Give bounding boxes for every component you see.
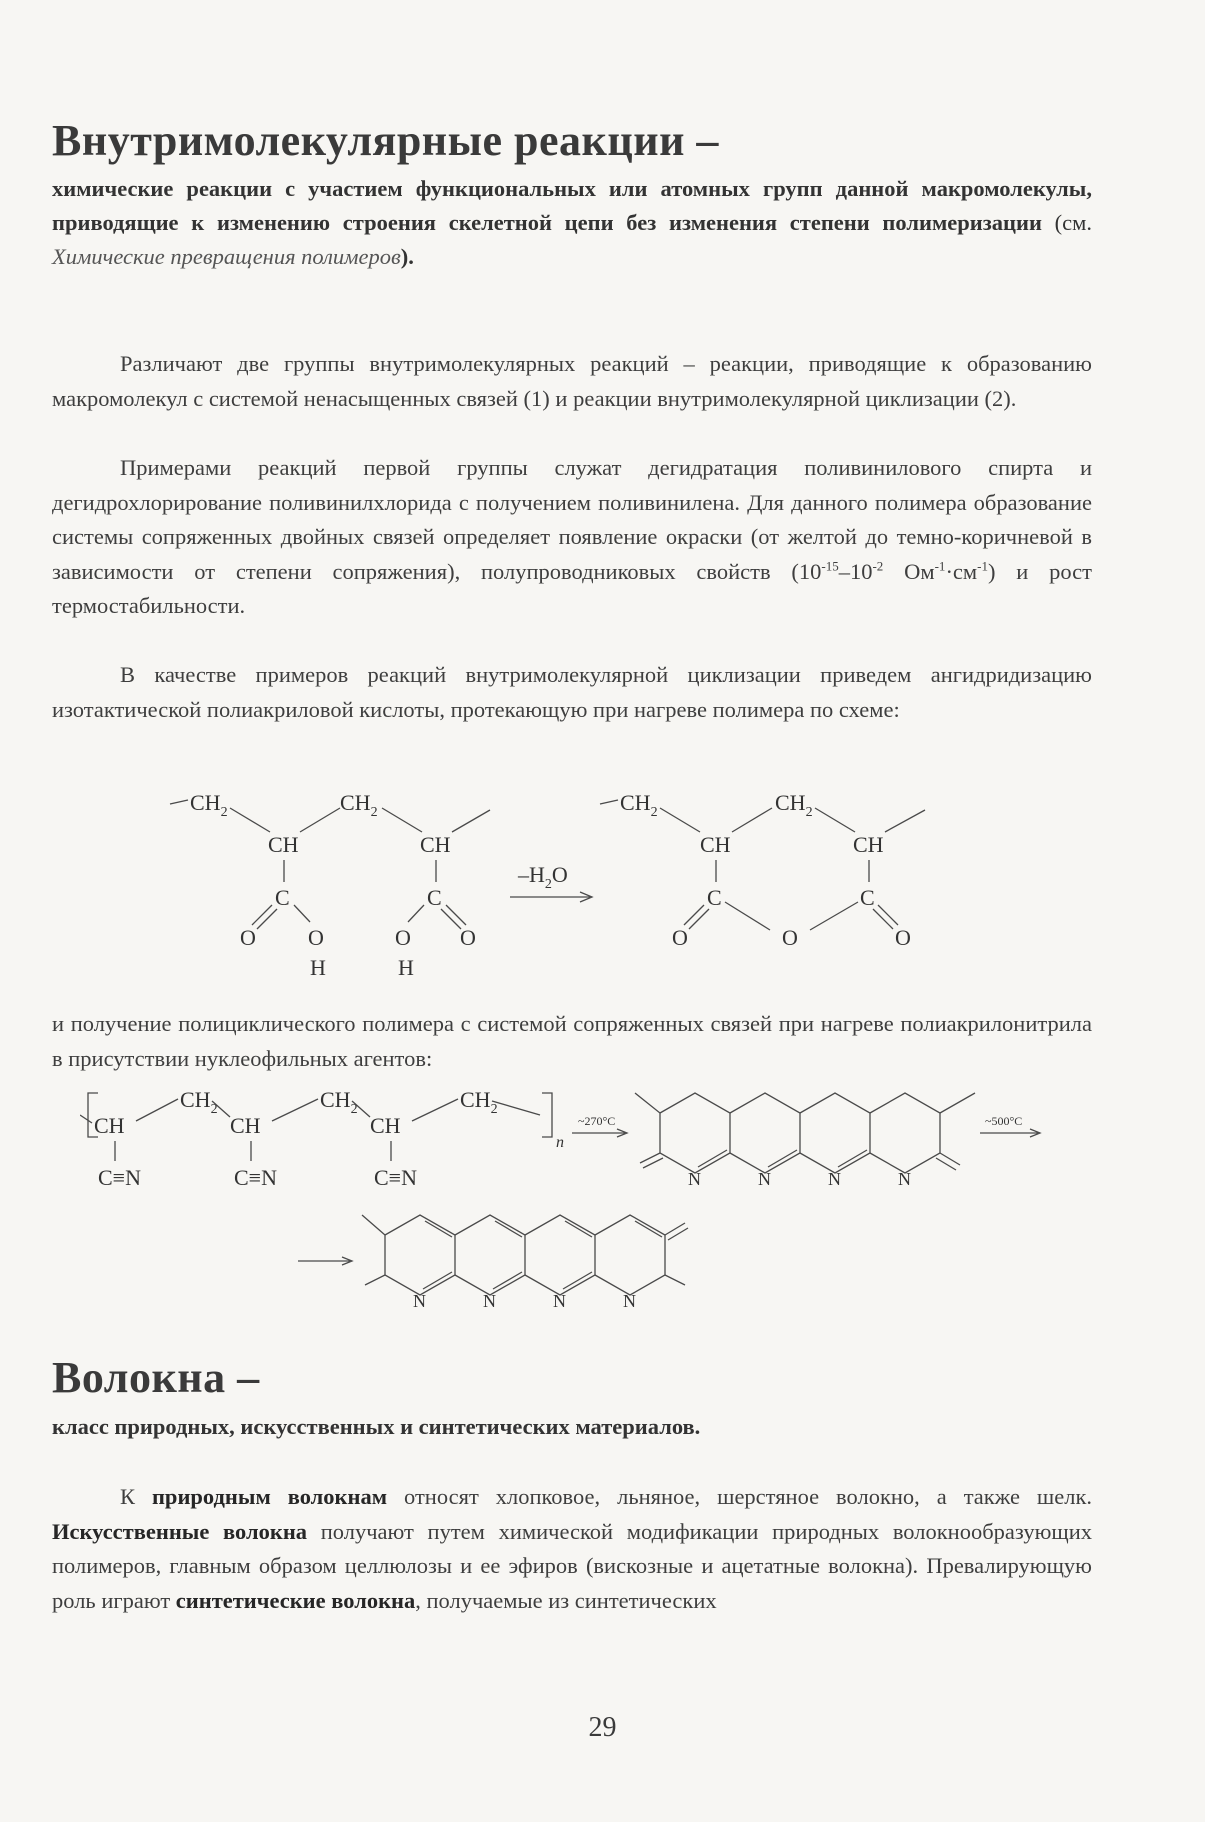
n-atom: N [413, 1291, 426, 1311]
ref-italic: Химические превращения полимеров [52, 244, 401, 269]
c-label: C [275, 885, 290, 910]
h-label: H [310, 955, 326, 980]
fibers-artificial: Искусственные волокна [52, 1518, 308, 1544]
o-label: O [240, 925, 256, 950]
o-label: O [782, 925, 798, 950]
scheme-polyacrylonitrile [80, 1085, 1080, 1345]
para2-e: ) и рост термостабильности. [52, 558, 1092, 618]
paragraph-first-group [52, 451, 1092, 624]
n-atom: N [828, 1169, 841, 1189]
paragraph-polyacrylonitrile: и получение полициклического полимера с системой сопряженных связей при нагреве полиакрилонитрила в присутствии нуклеофильных агентов: [52, 1011, 1092, 1071]
para2-sup3: -1 [934, 558, 946, 573]
definition-intramolecular [52, 172, 1092, 274]
nitrile-label: C≡N [234, 1165, 277, 1190]
ladder-polymer-partial [635, 1093, 975, 1173]
ch-label: CH [370, 1113, 401, 1138]
ch2-label: $CH_2$ [460, 1087, 498, 1117]
para2-b: –10 [838, 558, 873, 584]
c-label: C [860, 885, 875, 910]
definition-text: химические реакции с участием функциональных или атомных групп данной макромолекулы, приводящие к изменению строения скелетной цепи без изменения степени полимеризации [52, 176, 1092, 235]
ch-label: CH [700, 832, 731, 857]
section-title-intramolecular: Внутримолекулярные реакции – [52, 116, 719, 165]
n-atom: N [623, 1291, 636, 1311]
fibers-a: К [120, 1484, 152, 1509]
o-label: O [395, 925, 411, 950]
para2-sup1: -15 [821, 558, 839, 573]
ch-label: CH [230, 1113, 261, 1138]
o-label: O [460, 925, 476, 950]
o-label: O [308, 925, 324, 950]
fibers-natural: природным волокнам [151, 1484, 388, 1509]
arrow-label: $-H_2O$ [518, 862, 568, 892]
paragraph-two-groups: Различают две группы внутримолекулярных реакций – реакции, приводящие к образованию макромолекул с системой ненасыщенных связей (1) и реакции внутримолекулярной циклизации (2). [52, 351, 1092, 411]
ref-prefix: (см. [1041, 210, 1093, 235]
section-title-fibers: Волокна – [52, 1353, 260, 1402]
n-atom: N [553, 1291, 566, 1311]
n-atom: N [898, 1169, 911, 1189]
para2-a: Примерами реакций первой группы служат дегидратация поливинилового спирта и дегидрохлорирование поливинилхлорида с получением поливинилена. Для данного полимера образование системы сопряженных двойных связей определяет появление окраски (от желтой до темно-коричневой в зависимости от степени сопряжения), полупроводниковых свойств (10 [52, 455, 1092, 584]
scheme-anhydridization [160, 780, 960, 980]
ch2-label: $CH_2$ [190, 790, 228, 820]
n-atom: N [688, 1169, 701, 1189]
fibers-e: , получаемые из синтетических [415, 1587, 717, 1613]
h-label: H [398, 955, 414, 980]
c-label: C [427, 885, 442, 910]
para2-sup4: -1 [977, 558, 988, 573]
temperature-label-2: ~500°C [985, 1114, 1023, 1128]
ch-label: CH [420, 832, 451, 857]
para2-c: Ом [883, 558, 935, 584]
fibers-c: относят хлопковое, льняное, шерстяное волокно, а также шелк. [387, 1484, 1093, 1509]
nitrile-label: C≡N [98, 1165, 141, 1190]
definition-fibers: класс природных, искусственных и синтетических материалов. [52, 1414, 701, 1439]
ref-suffix: ). [400, 244, 414, 269]
ch2-label: $CH_2$ [775, 790, 813, 820]
fibers-synthetic: синтетические волокна [175, 1587, 416, 1613]
para2-d: ·см [945, 558, 978, 584]
n-index: n [556, 1134, 564, 1151]
ch-label: CH [94, 1113, 125, 1138]
paragraph-fibers [52, 1480, 1092, 1618]
ch2-label: $CH_2$ [340, 790, 378, 820]
n-atom: N [758, 1169, 771, 1189]
nitrile-label: C≡N [374, 1165, 417, 1190]
ch2-label: $CH_2$ [320, 1087, 358, 1117]
o-label: O [672, 925, 688, 950]
n-atom: N [483, 1291, 496, 1311]
c-label: C [707, 885, 722, 910]
ch-label: CH [853, 832, 884, 857]
para2-sup2: -2 [872, 558, 884, 573]
temperature-label-1: ~270°C [578, 1114, 616, 1128]
ch-label: CH [268, 832, 299, 857]
ch2-label: $CH_2$ [620, 790, 658, 820]
paragraph-cyclization: В качестве примеров реакций внутримолекулярной циклизации приведем ангидридизацию изотактической полиакриловой кислоты, протекающую при нагреве полимера по схеме: [52, 662, 1092, 722]
fibers-d: получают путем химической модификации природных волокнообразующих полимеров, главным образом целлюлозы и ее эфиров (вискозные и ацетатные волокна). Превалирующую роль играют [52, 1518, 1092, 1613]
ch2-label: $CH_2$ [180, 1087, 218, 1117]
page-number: 29 [588, 1712, 617, 1743]
ladder-polymer-conjugated [362, 1215, 688, 1295]
o-label: O [895, 925, 911, 950]
